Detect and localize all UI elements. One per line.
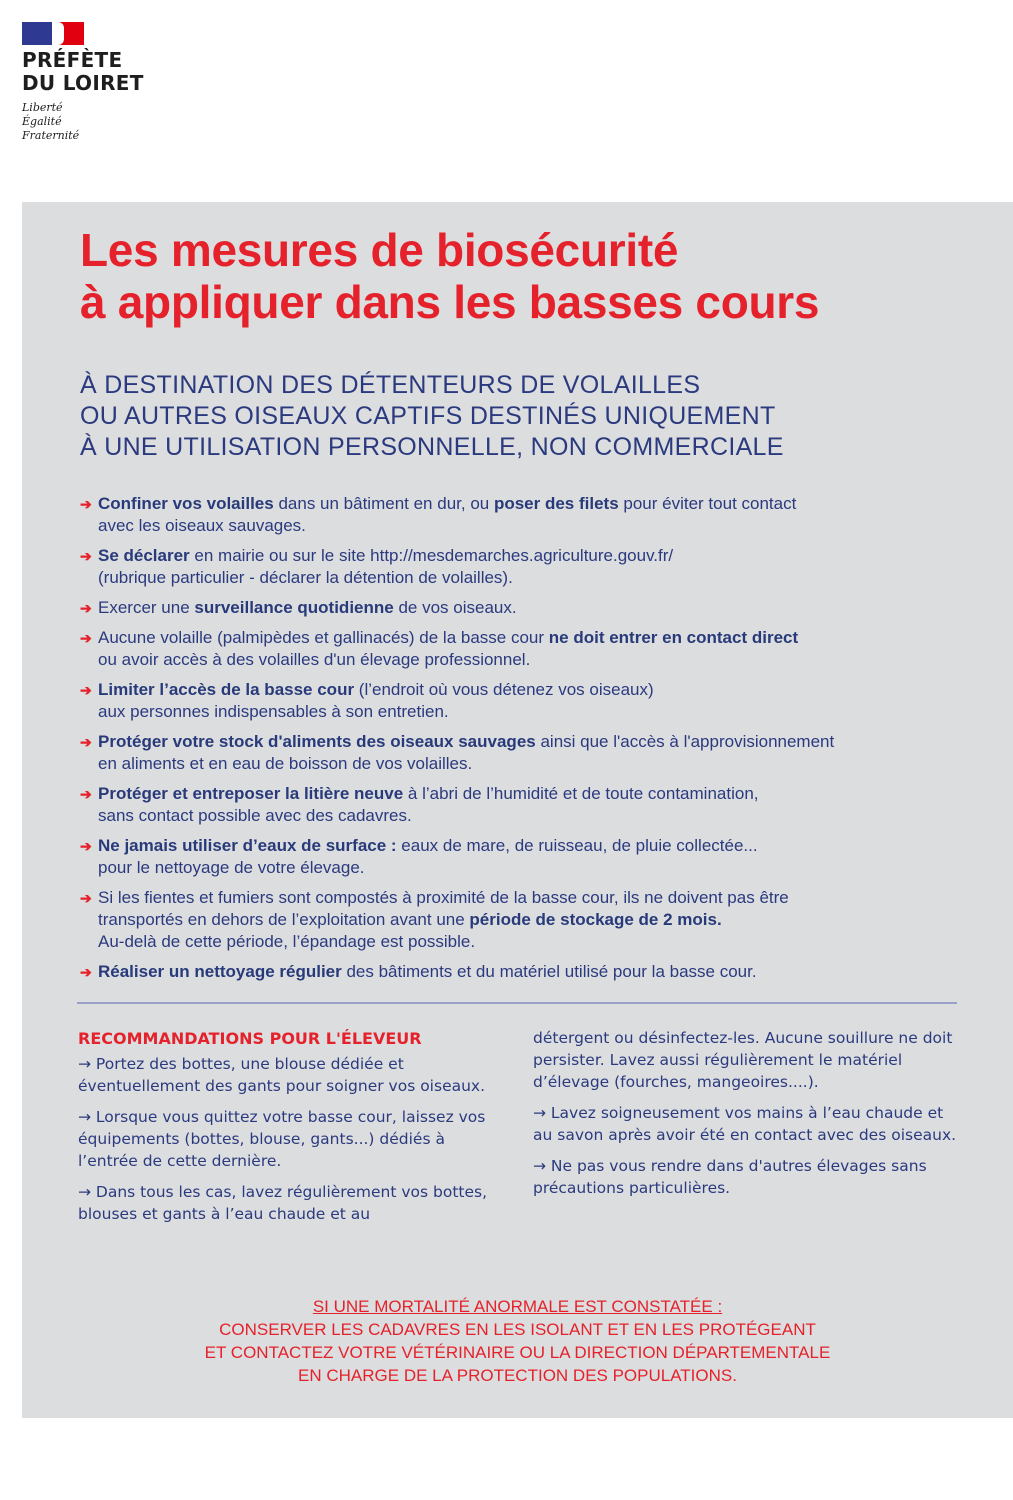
section-divider [77,1002,957,1004]
rule-text: avec les oiseaux sauvages. [98,516,306,535]
recommendation-item: détergent ou désinfectez-les. Aucune souillure ne doit persister. Lavez aussi régulièrement le matériel d’élevage (fourches, mangeoires....). [533,1029,953,1091]
rule-emphasis: Réaliser un nettoyage régulier [98,962,342,981]
rule-text: dans un bâtiment en dur, ou [273,494,494,513]
org-line-2: DU LOIRET [22,71,144,95]
rule-emphasis: Protéger et entreposer la litière neuve [98,784,404,803]
arrow-right-icon: ➔ [80,630,92,646]
arrow-right-icon: ➔ [80,734,92,750]
rule-text: ou avoir accès à des volailles d'un élevage professionnel. [98,650,531,669]
arrow-right-icon: ➔ [80,890,92,906]
rule-text: (l’endroit où vous détenez vos oiseaux) [354,680,654,699]
rule-text: pour éviter tout contact [618,494,797,513]
motto-liberte: Liberté [22,101,63,114]
marianne-flag-icon [22,22,84,45]
arrow-right-icon: ➔ [80,964,92,980]
subtitle-line-1: À DESTINATION DES DÉTENTEURS DE VOLAILLES [80,371,701,399]
rule-text: eaux de mare, de ruisseau, de pluie collectée... [396,836,758,855]
arrow-right-icon: ➔ [80,496,92,512]
rule-emphasis: Limiter l’accès de la basse cour [98,680,355,699]
content-panel [22,202,1013,1418]
alert-line: ET CONTACTEZ VOTRE VÉTÉRINAIRE OU LA DIRECTION DÉPARTEMENTALE [204,1343,831,1362]
arrow-right-icon: ➔ [80,548,92,564]
rule-emphasis: Se déclarer [98,546,190,565]
arrow-right-icon: ➔ [80,838,92,854]
rule-text: aux personnes indispensables à son entretien. [98,702,449,721]
rule-text: Si les fientes et fumiers sont compostés à proximité de la basse cour, ils ne doivent pas être [98,888,789,907]
recommendations-title: RECOMMANDATIONS POUR L'ÉLEVEUR [78,1029,422,1048]
rule-text: de vos oiseaux. [393,598,517,617]
arrow-right-icon: ➔ [80,786,92,802]
org-name [22,49,144,95]
rule-item [80,627,960,671]
page-subtitle [80,370,784,463]
rule-emphasis: ne doit entrer en contact direct [548,628,799,647]
rule-item [80,679,960,723]
rule-emphasis: Ne jamais utiliser d’eaux de surface : [98,836,397,855]
subtitle-line-3: À UNE UTILISATION PERSONNELLE, NON COMMERCIALE [80,433,784,461]
mortality-alert [22,1295,1013,1387]
rule-text: Aucune volaille (palmipèdes et gallinacés) de la basse cour [98,628,549,647]
rule-text: à l’abri de l’humidité et de toute contamination, [403,784,759,803]
rule-text: pour le nettoyage de votre élevage. [98,858,365,877]
rule-item [80,731,960,775]
recommendation-item: → Lorsque vous quittez votre basse cour, laissez vos équipements (bottes, blouse, gants...) dédiés à l’entrée de cette dernière. [78,1108,486,1170]
rule-text: (rubrique particulier - déclarer la détention de volailles). [98,568,513,587]
arrow-right-icon: ➔ [80,600,92,616]
rule-text: ainsi que l'accès à l'approvisionnement [535,732,835,751]
rule-text: Au-delà de cette période, l’épandage est possible. [98,932,476,951]
rule-emphasis: surveillance quotidienne [194,598,394,617]
recommendation-item: → Lavez soigneusement vos mains à l’eau chaude et au savon après avoir été en contact avec des oiseaux. [533,1104,957,1144]
title-line-2: à appliquer dans les basses cours [80,276,820,328]
rule-emphasis: Protéger votre stock d'aliments des oiseaux sauvages [98,732,536,751]
rule-item [80,961,960,983]
rule-item [80,597,960,619]
rule-item [80,493,960,537]
motto-fraternite: Fraternité [22,129,80,142]
rule-emphasis: Confiner vos volailles [98,494,274,513]
biosecurity-rules-list [80,493,960,991]
rule-text: transportés en dehors de l’exploitation avant une [98,910,470,929]
motto-egalite: Égalité [22,115,62,128]
alert-line: CONSERVER LES CADAVRES EN LES ISOLANT ET EN LES PROTÉGEANT [219,1320,816,1339]
rule-item [80,835,960,879]
rule-text: Exercer une [98,598,195,617]
recommendations-left-column [78,1028,508,1234]
recommendation-item: → Ne pas vous rendre dans d'autres élevages sans précautions particulières. [533,1157,927,1197]
page-title [80,224,819,328]
rule-item [80,545,960,589]
rule-text: des bâtiments et du matériel utilisé pour la basse cour. [341,962,757,981]
recommendations-right-column [533,1027,963,1208]
alert-heading: SI UNE MORTALITÉ ANORMALE EST CONSTATÉE : [312,1297,723,1316]
prefecture-logo [22,22,144,143]
recommendation-item: → Portez des bottes, une blouse dédiée et éventuellement des gants pour soigner vos oiseaux. [78,1055,486,1095]
title-line-1: Les mesures de biosécurité [80,224,679,276]
subtitle-line-2: OU AUTRES OISEAUX CAPTIFS DESTINÉS UNIQUEMENT [80,402,776,430]
arrow-right-icon: ➔ [80,682,92,698]
rule-text: sans contact possible avec des cadavres. [98,806,412,825]
rule-emphasis: poser des filets [493,494,619,513]
motto [22,101,144,143]
recommendation-item: → Dans tous les cas, lavez régulièrement vos bottes, blouses et gants à l’eau chaude et au [78,1183,488,1223]
rule-emphasis: période de stockage de 2 mois. [469,910,722,929]
rule-item [80,783,960,827]
rule-text: en mairie ou sur le site http://mesdemarches.agriculture.gouv.fr/ [189,546,674,565]
org-line-1: PRÉFÈTE [22,48,123,72]
rule-item [80,887,960,953]
rule-text: en aliments et en eau de boisson de vos volailles. [98,754,473,773]
alert-line: EN CHARGE DE LA PROTECTION DES POPULATIONS. [298,1366,737,1385]
